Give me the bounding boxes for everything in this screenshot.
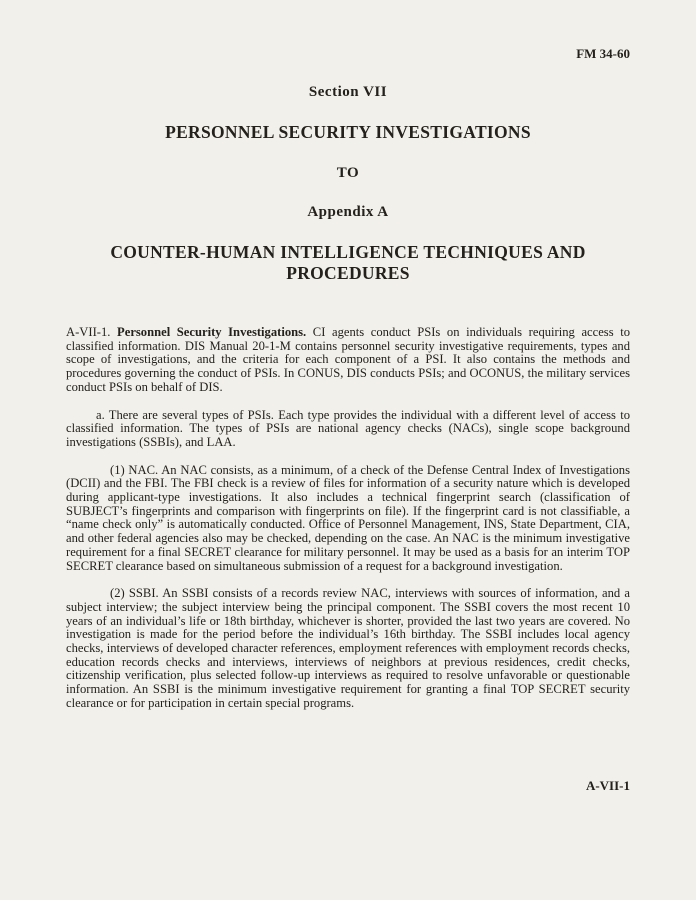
main-title: PERSONNEL SECURITY INVESTIGATIONS	[165, 122, 531, 142]
paragraph-a: a. There are several types of PSIs. Each type provides the individual with a different level of access to classified information. The types of PSIs are national agency checks (NACs), single scope background investigations (SSBIs), and LAA.	[66, 407, 630, 449]
paragraph-intro-lead: Personnel Security Investigations.	[117, 325, 307, 339]
paragraph-intro-number: A-VII-1.	[66, 325, 111, 339]
paragraph-intro-text: CI agents conduct PSIs on individuals requiring access to classified information. DIS Manual 20-1-M contains personnel security investigative requirements, types and scope of investigations, and the criteria for each component of a PSI. It also contains the methods and procedures governing the conduct of PSIs. In CONUS, DIS conducts PSIs; and OCONUS, the military services conduct PSIs on behalf of DIS.	[66, 325, 630, 394]
appendix-label: Appendix A	[307, 204, 389, 220]
doc-number: FM 34-60	[576, 46, 630, 61]
section-title: Section VII	[308, 84, 388, 100]
page-number: A-VII-1	[585, 778, 630, 793]
connector-to: TO	[336, 165, 360, 181]
paragraph-intro	[66, 326, 630, 395]
paragraph-1-nac: (1) NAC. An NAC consists, as a minimum, of a check of the Defense Central Index of Investigations (DCII) and the FBI. The FBI check is a review of files for information of a security nature which is developed during applicant-type investigations. It also includes a technical fingerprint search (classification of SUBJECT’s fingerprints and comparison with fingerprints on file). If the fingerprint card is not classifiable, a “name check only” is automatically conducted. Office of Personnel Management, INS, State Department, CIA, and other federal agencies also may be checked, depending on the case. An NAC is the minimum investigative requirement for a final SECRET clearance for military personnel. It may be used as a basis for an interim TOP SECRET clearance based on simultaneous submission of a request for a background investigation.	[66, 462, 630, 573]
document-body	[66, 326, 630, 711]
appendix-heading: COUNTER-HUMAN INTELLIGENCE TECHNIQUES AND PROCEDURES	[110, 242, 586, 283]
paragraph-2-ssbi: (2) SSBI. An SSBI consists of a records review NAC, interviews with sources of information, and a subject interview; the subject interview being the principal component. The SSBI covers the most recent 10 years of an individual’s life or 18th birthday, whichever is shorter, provided the last two years are covered. No investigation is made for the period before the individual’s 16th birthday. The SSBI includes local agency checks, interviews of developed character references, employment references with employment records checks, education records checks and interviews, interviews of neighbors at previous residences, credit checks, citizenship verification, plus selected follow-up interviews as required to resolve unfavorable or questionable information. An SSBI is the minimum investigative requirement for granting a final TOP SECRET security clearance or for participation in certain special programs.	[66, 586, 630, 710]
